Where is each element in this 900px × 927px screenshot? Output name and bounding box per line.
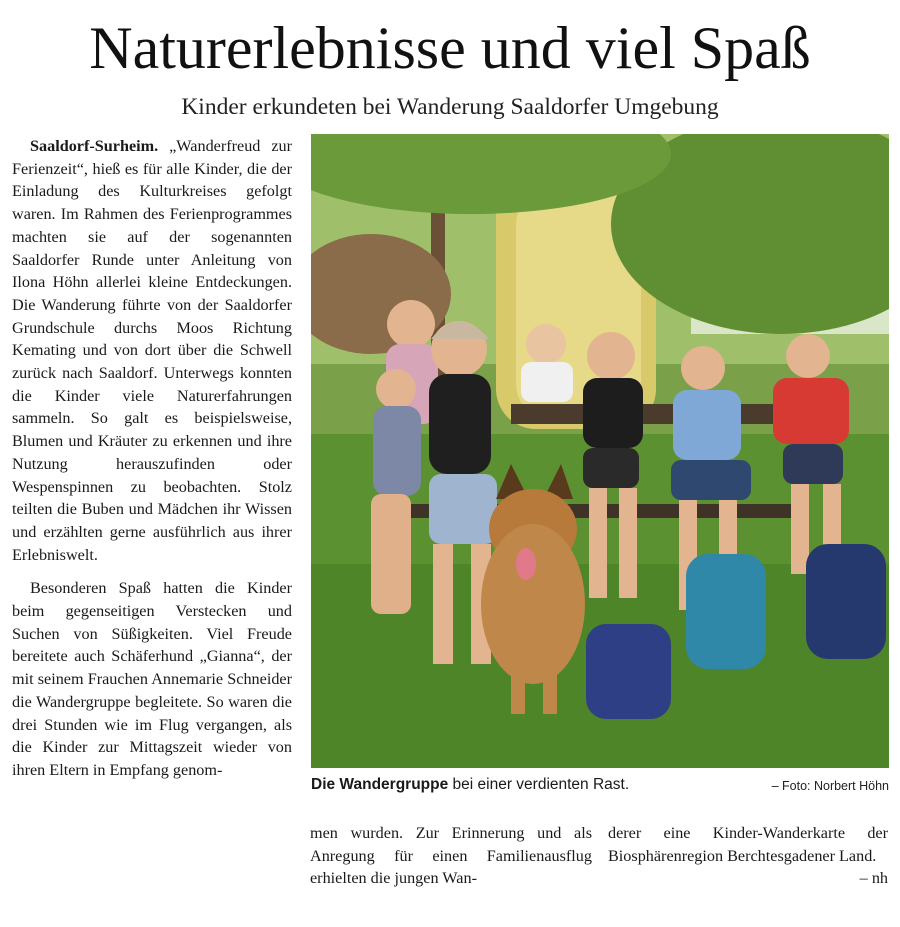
author-signature: – nh bbox=[859, 869, 888, 888]
subheadline: Kinder erkundeten bei Wanderung Saaldorfer Umgebung bbox=[181, 94, 719, 120]
article-column-3 bbox=[608, 822, 888, 890]
photo-caption bbox=[311, 776, 889, 800]
column-2-text: men wurden. Zur Erinnerung und als Anregung für einen Familienausflug erhielten die jungen Wan- bbox=[310, 824, 592, 888]
group-photo bbox=[311, 134, 889, 768]
photo-credit: – Foto: Norbert Höhn bbox=[771, 779, 889, 793]
article-column-2 bbox=[310, 822, 592, 890]
caption-text: bei einer verdienten Rast. bbox=[448, 776, 630, 793]
article-paragraph-2: Besonderen Spaß hatten die Kinder beim gegenseitigen Verstecken und Suchen von Süßigkeiten. Viel Freude bereitete auch Schäferhund „Gianna“, der mit seinem Frauchen Annemarie Schneider die Wandergruppe begleitete. So waren die drei Stunden wie im Flug vergangen, als die Kinder zur Mittagszeit wieder von ihren Eltern in Empfang genom- bbox=[12, 579, 292, 779]
caption-bold: Die Wandergruppe bbox=[311, 776, 449, 793]
photo-illustration bbox=[311, 134, 889, 768]
article-paragraph-1 bbox=[12, 135, 292, 566]
headline: Naturerlebnisse und viel Spaß bbox=[89, 15, 811, 81]
article-column-1 bbox=[12, 135, 292, 782]
column-3-text: derer eine Kinder-Wanderkarte der Biosphärenregion Berchtesgadener Land. bbox=[608, 824, 888, 865]
dateline: Saaldorf-Surheim. bbox=[30, 137, 159, 155]
column-3-paragraph bbox=[608, 822, 888, 888]
paragraph-1-text: „Wanderfreud zur Ferienzeit“, hieß es für alle Kinder, die der Einladung des Kulturkreises gefolgt waren. Im Rahmen des Ferienprogrammes machten sie auf der sogenannten Saaldorfer Runde unter Anleitung von Ilona Höhn allerlei kleine Entdeckungen. Die Wanderung führte von der Saaldorfer Grundschule durchs Moos Richtung Kemating und von dort über die Schwell zurück nach Saaldorf. Unterwegs konnten die Kinder viele Naturerfahrungen sammeln. So galt es beispielsweise, Blumen und Kräuter zu erkennen und ihre Nutzung herauszufinden oder Wespenspinnen zu beobachten. Stolz teilten die Buben und Mädchen ihr Wissen und erzählten gerne ausführlich aus ihrer Erlebniswelt. bbox=[12, 137, 293, 564]
